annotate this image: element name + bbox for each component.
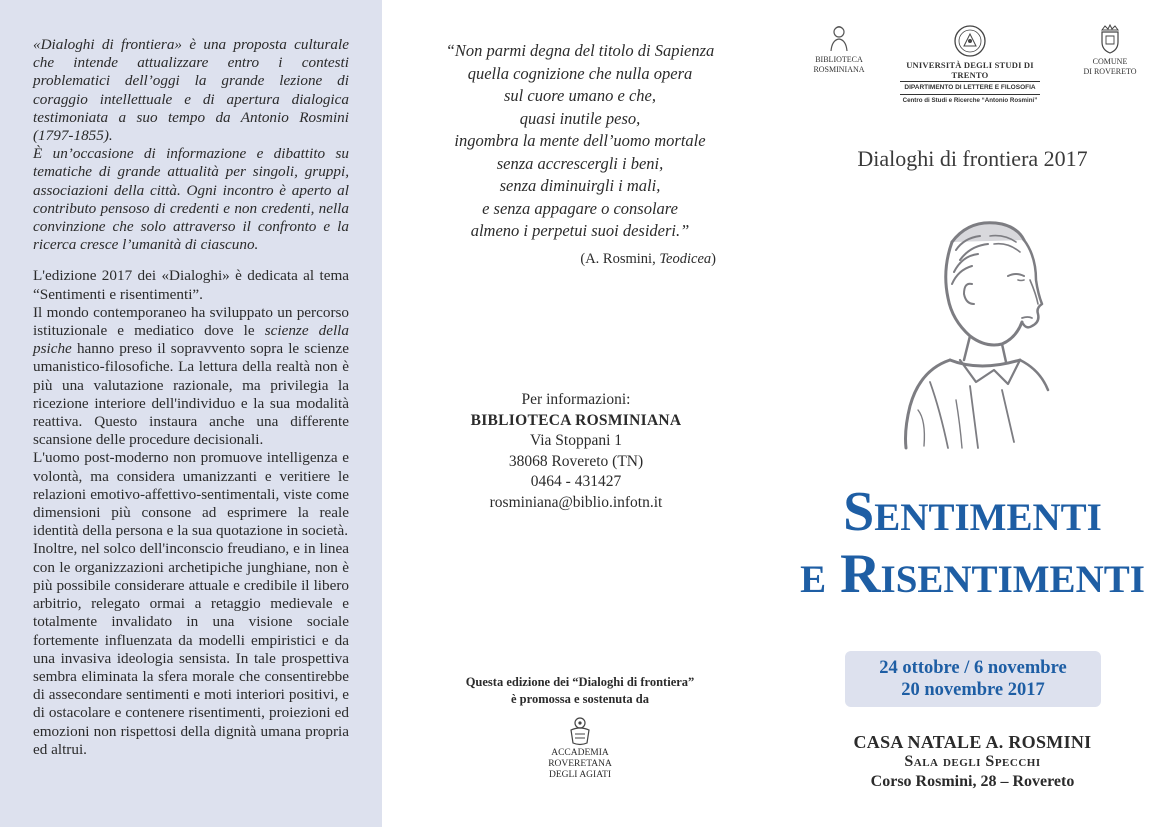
venue-name: CASA NATALE A. ROSMINI	[853, 732, 1092, 752]
event-title-line-1: Sentimenti	[843, 481, 1102, 543]
research-centre-name: Centro di Studi e Ricerche “Antonio Rosmini”	[902, 96, 1038, 104]
quote-line: senza accrescergli i beni,	[496, 153, 664, 173]
event-venue	[800, 732, 1145, 792]
quote-line: ingombra la mente dell’uomo mortale	[454, 131, 706, 150]
info-street: Via Stoppani 1	[529, 432, 623, 450]
body-paragraph-2	[33, 304, 349, 450]
intro-paragraph-2: È un’occasione di informazione e dibattito su tematiche di grande attualità per singoli, gruppi, associazioni della città. Ogni incontro è aperto al contributo pensoso di credenti e non credenti, nella convinzione che solo attraverso il confronto e la ricerca cresce l’umanità di ciascuno.	[33, 145, 349, 254]
quote-line: quasi inutile peso,	[519, 108, 641, 128]
rosmini-portrait	[890, 210, 1070, 450]
left-panel	[0, 0, 382, 827]
event-title-line-2: e Risentimenti	[800, 543, 1145, 605]
rosmini-quote	[430, 40, 730, 243]
info-heading: Per informazioni:	[521, 391, 631, 408]
dates-line-2: 20 novembre 2017	[901, 680, 1045, 700]
body-paragraph-4: Inoltre, nel solco dell'inconscio freudiano, e in linea con le organizzazioni archetipiche junghiane, non è più possibile considerare attuale e credibile il libero arbitrio, relegato ormai a retaggio medievale e totalmente invalidato in una visione sociale fortemente influenzata da modelli empiristici e da una invasiva ideologia sensista. In tale prospettiva sembra eliminata la sfera morale che consentirebbe di assecondare sentimenti e moti interiori positivi, e di ostacolare e contenere risentimenti, proiezioni ed emozioni non rispettosi della dignità umana propria ed altrui.	[33, 540, 349, 758]
quote-line: e senza appagare o consolare	[482, 198, 678, 218]
department-name: DIPARTIMENTO DI LETTERE E FILOSOFIA	[900, 82, 1040, 95]
info-email: rosminiana@biblio.infotn.it	[489, 493, 663, 511]
body-paragraph-1: L'edizione 2017 dei «Dialoghi» è dedicata al tema “Sentimenti e risentimenti”.	[33, 267, 349, 303]
coat-of-arms-icon	[1098, 24, 1122, 54]
contact-info	[440, 390, 712, 514]
series-title: Dialoghi di frontiera 2017	[857, 146, 1088, 171]
biblioteca-name-line: BIBLIOTECA	[815, 55, 863, 64]
dates-line-1: 24 ottobre / 6 novembre	[879, 658, 1067, 678]
venue-hall: Sala degli Specchi	[904, 753, 1041, 770]
sponsor-note	[430, 674, 730, 708]
academy-name-line: ACCADEMIA	[551, 748, 609, 758]
quote-attribution	[430, 251, 730, 268]
body-paragraph-3: L'uomo post-moderno non promuove intelligenza e volontà, ma considera umanizzanti e veritiere le relazioni emotivo-affettivo-sentimentali, viste come dimensioni più consone ad esprimere la reale identità della persona e la sua quotazione in società.	[33, 449, 349, 540]
body-paragraph-2-italic: scienze della psiche	[33, 322, 349, 358]
event-title	[790, 480, 1155, 604]
quote-line: “Non parmi degna del titolo di Sapienza	[445, 41, 715, 60]
bust-icon	[827, 24, 851, 52]
logos-row	[800, 24, 1150, 104]
body-paragraph-2-a: Il mondo contemporaneo ha sviluppato un percorso istituzionale e mediatico dove le	[33, 303, 349, 340]
quote-line: senza diminuirgli i mali,	[499, 176, 661, 195]
attribution-work: Teodicea	[659, 250, 712, 267]
attribution-author: (A. Rosmini,	[580, 250, 660, 267]
event-dates	[845, 651, 1101, 707]
info-organization: BIBLIOTECA ROSMINIANA	[470, 411, 682, 429]
quote-line: almeno i perpetui suoi desideri.”	[470, 221, 690, 240]
biblioteca-name-line: ROSMINIANA	[813, 64, 865, 74]
university-seal-icon	[953, 24, 987, 58]
academy-name-line: ROVERETANA	[548, 759, 612, 769]
sponsor-line-1: Questa edizione dei “Dialoghi di frontiera”	[465, 675, 695, 689]
info-city: 38068 Rovereto (TN)	[508, 452, 644, 470]
info-phone: 0464 - 431427	[530, 473, 622, 491]
biblioteca-rosminiana-logo	[804, 24, 874, 74]
academy-name	[530, 748, 630, 781]
comune-name-line: DI ROVERETO	[1083, 66, 1137, 76]
attribution-close: )	[711, 250, 716, 267]
comune-name-line: COMUNE	[1092, 57, 1128, 66]
university-name: UNIVERSITÀ DEGLI STUDI DI TRENTO	[900, 61, 1040, 82]
sponsor-line-2: è promossa e sostenuta da	[511, 692, 649, 706]
venue-address: Corso Rosmini, 28 – Rovereto	[870, 773, 1075, 790]
quote-line: sul cuore umano e che,	[504, 86, 656, 105]
body-paragraph-2-b: hanno preso il sopravvento sopra le scienze umanistico-filosofiche. La lettura della realtà non è più una valutazione razionale, ma privilegia la ricezione interiore dell'individuo e la sua modalità reattiva. Questo instaura anche una differente scansione delle procedure decisionali.	[33, 340, 349, 449]
quote-block	[430, 40, 730, 268]
academy-logo	[530, 716, 630, 781]
university-logo	[900, 24, 1040, 105]
academy-crest-icon	[567, 716, 593, 746]
intro-text	[33, 36, 349, 254]
academy-name-line: DEGLI AGIATI	[548, 770, 611, 780]
quote-line: quella cognizione che nulla opera	[467, 63, 693, 83]
left-text-column	[33, 36, 349, 759]
body-text	[33, 267, 349, 758]
comune-rovereto-logo	[1075, 24, 1145, 76]
intro-paragraph-1: «Dialoghi di frontiera» è una proposta culturale che intende attualizzare entro i contesti problematici dell’oggi la grande lezione di coraggio intellettuale e di apertura dialogica testimoniata a suo tempo da Antonio Rosmini (1797-1855).	[33, 36, 349, 145]
